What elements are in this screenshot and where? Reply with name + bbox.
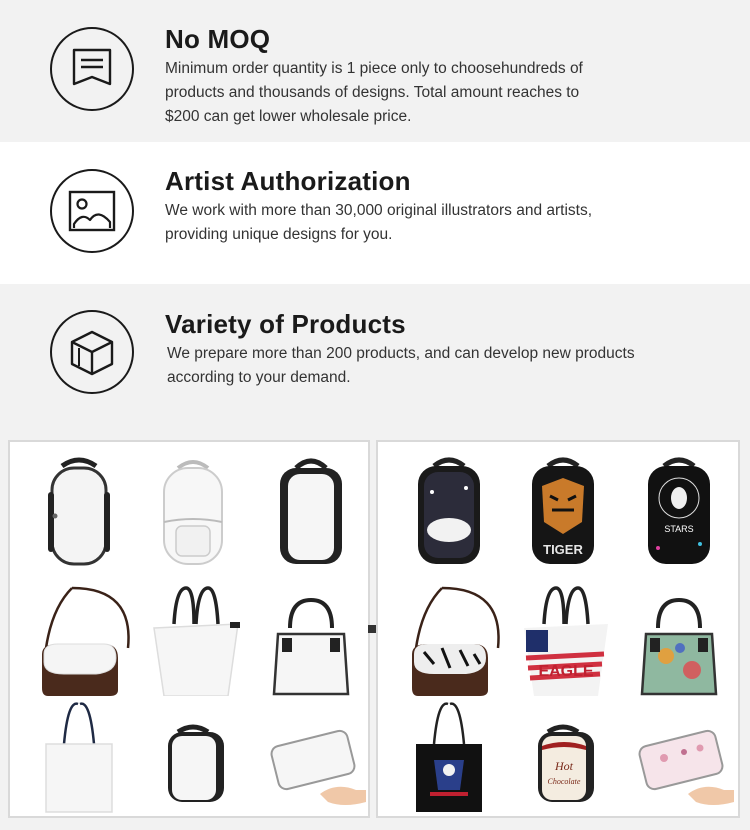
feature-description [165,57,635,129]
floral-wallet-image [624,698,734,816]
description-line: providing unique designs for you. [165,226,393,243]
description-line: according to your demand. [167,369,351,386]
printed-products-panel [376,440,740,818]
blank-handbag-image [256,578,366,696]
blank-backpack-image [256,452,366,570]
blank-canvas-tote-image [24,698,134,816]
feature-description [165,199,635,247]
blank-tote-bag-image [138,578,248,696]
eagle-tote-bag-image [508,578,618,696]
print-text: EAGLE [538,663,594,680]
print-text: Hot [555,759,573,773]
feature-artist-authorization [0,142,750,284]
feature-no-moq [0,0,750,142]
picture-icon [50,169,134,253]
moon-backpack-image [394,452,504,570]
print-text: STARS [664,524,694,534]
blank-products-panel [8,440,370,818]
hot-chocolate-lunch-bag-image [508,698,618,816]
blank-lunch-bag-image [138,698,248,816]
blank-backpack-image [138,452,248,570]
blank-saddle-bag-image [24,578,134,696]
feature-title: No MOQ [165,24,271,54]
description-line: products and thousands of designs. Total amount reaches to [165,84,580,101]
print-text: Chocolate [547,777,581,786]
description-line: $200 can get lower wholesale price. [165,108,412,125]
stars-backpack-image [624,452,734,570]
pattern-handbag-image [624,578,734,696]
feature-title: Variety of Products [165,309,406,339]
box-icon [50,310,134,394]
eagle-canvas-tote-image [394,698,504,816]
blank-wallet-image [256,698,366,816]
description-line: Minimum order quantity is 1 piece only to choosehundreds of [165,60,583,77]
blank-backpack-image [24,452,134,570]
description-line: We work with more than 30,000 original illustrators and artists, [165,202,593,219]
message-icon [50,27,134,111]
description-line: We prepare more than 200 products, and can develop new products [167,345,635,362]
tiger-saddle-bag-image [394,578,504,696]
feature-variety-of-products [0,284,750,428]
feature-description [167,342,637,390]
tiger-backpack-image [508,452,618,570]
feature-title: Artist Authorization [165,166,411,196]
print-text: TIGER [543,542,583,557]
